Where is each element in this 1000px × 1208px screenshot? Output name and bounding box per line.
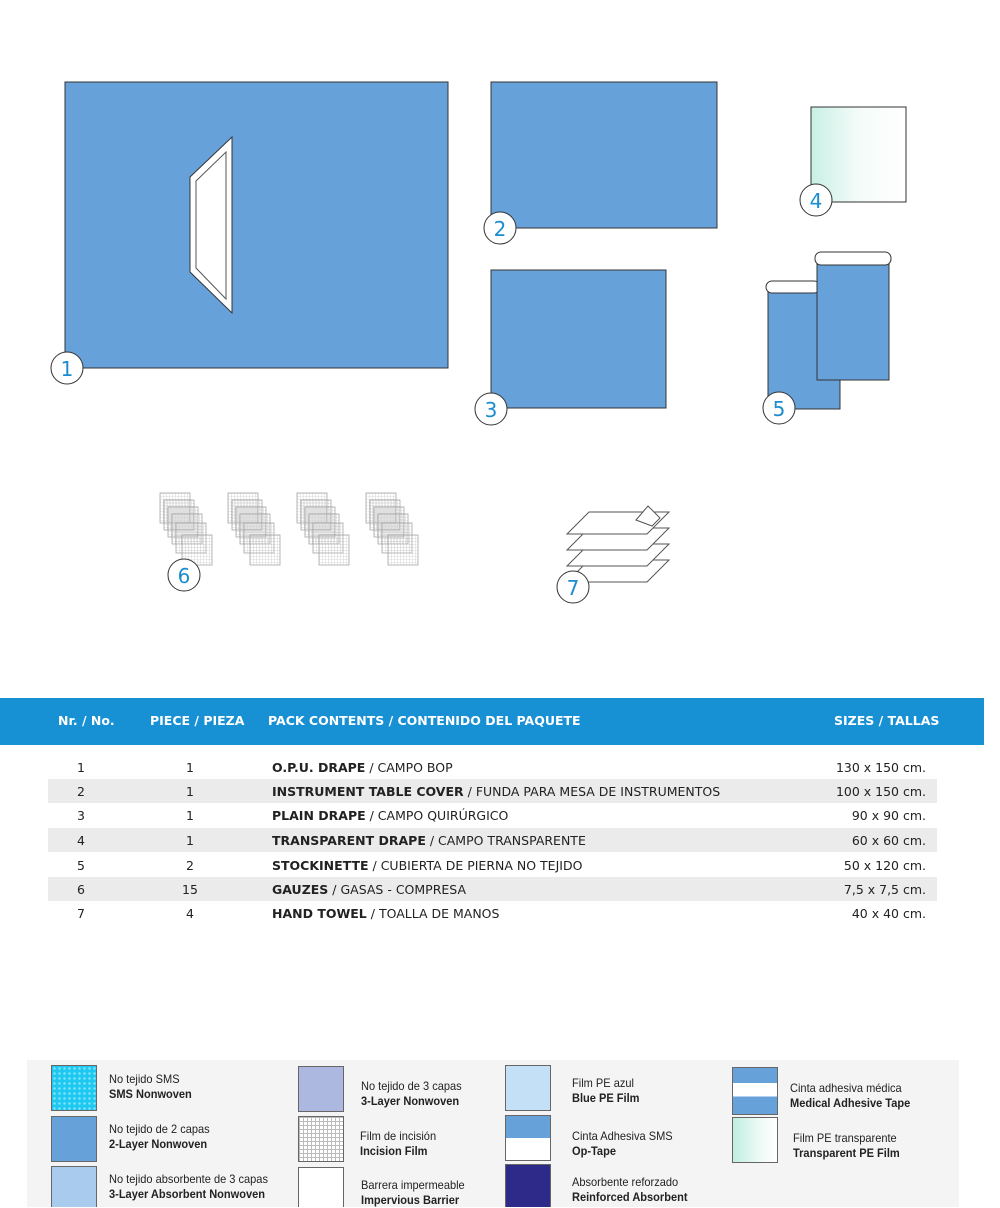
legend-item: Film PE transparente Transparent PE Film <box>793 1131 900 1160</box>
legend-item: Film de incisión Incision Film <box>360 1129 437 1158</box>
cell-size: 40 x 40 cm. <box>851 906 926 921</box>
table-row <box>48 901 937 925</box>
cell-contents: STOCKINETTE / CUBIERTA DE PIERNA NO TEJIDO <box>272 858 583 873</box>
impervious-barrier-swatch <box>298 1167 344 1207</box>
cell-size: 90 x 90 cm. <box>851 808 926 823</box>
header-contents: PACK CONTENTS / CONTENIDO DEL PAQUETE <box>268 713 581 728</box>
cell-size: 60 x 60 cm. <box>851 833 926 848</box>
legend-item: Barrera impermeable Impervious Barrier <box>361 1178 465 1207</box>
table-header <box>0 698 984 745</box>
legend-item: Absorbente reforzado Reinforced Absorbent <box>572 1175 688 1204</box>
table-row <box>48 853 937 877</box>
2-layer-nonwoven-swatch <box>51 1116 97 1162</box>
svg-text:6: 6 <box>177 564 191 588</box>
legend-item: Cinta adhesiva médica Medical Adhesive Tape <box>790 1081 911 1110</box>
legend-item: No tejido absorbente de 3 capas 3-Layer Absorbent Nonwoven <box>109 1172 268 1201</box>
cell-piece: 4 <box>186 906 194 921</box>
cell-size: 130 x 150 cm. <box>835 760 926 775</box>
svg-text:1: 1 <box>60 357 74 381</box>
cell-piece: 1 <box>186 833 194 848</box>
table-row <box>48 803 937 827</box>
legend-item: Film PE azul Blue PE Film <box>572 1076 640 1105</box>
callout-1 <box>51 352 83 384</box>
callout-7 <box>557 571 589 603</box>
table-row <box>48 755 937 779</box>
svg-text:3: 3 <box>484 398 498 422</box>
material-legend <box>27 1060 959 1207</box>
cell-nr: 2 <box>77 784 85 799</box>
sms-nonwoven-swatch <box>51 1065 97 1111</box>
table-row <box>48 877 937 901</box>
cell-piece: 2 <box>186 858 194 873</box>
cell-nr: 3 <box>77 808 85 823</box>
callout-5 <box>763 392 795 424</box>
cell-nr: 6 <box>77 882 85 897</box>
opu-drape <box>65 82 448 368</box>
hand-towels <box>567 506 669 582</box>
plain-drape <box>491 270 666 408</box>
legend-item: Cinta Adhesiva SMS Op-Tape <box>572 1129 673 1158</box>
cell-nr: 5 <box>77 858 85 873</box>
cell-size: 7,5 x 7,5 cm. <box>843 882 926 897</box>
transparent-pe-film-swatch <box>732 1117 778 1163</box>
cell-contents: PLAIN DRAPE / CAMPO QUIRÚRGICO <box>272 808 509 823</box>
table-row <box>48 779 937 803</box>
header-nr: Nr. / No. <box>58 713 115 728</box>
legend-item: No tejido de 3 capas 3-Layer Nonwoven <box>361 1079 462 1108</box>
reinforced-absorbent-swatch <box>505 1164 551 1207</box>
cell-piece: 15 <box>182 882 198 897</box>
cell-contents: INSTRUMENT TABLE COVER / FUNDA PARA MESA DE INSTRUMENTOS <box>272 784 721 799</box>
cell-piece: 1 <box>186 760 194 775</box>
cell-nr: 7 <box>77 906 85 921</box>
cell-nr: 1 <box>77 760 85 775</box>
cell-contents: TRANSPARENT DRAPE / CAMPO TRANSPARENTE <box>272 833 586 848</box>
medical-adhesive-tape-swatch <box>732 1067 778 1115</box>
svg-text:4: 4 <box>809 189 823 213</box>
table-row <box>48 828 937 852</box>
legend-item: No tejido SMS SMS Nonwoven <box>109 1072 192 1101</box>
op-tape-swatch <box>505 1115 551 1161</box>
cell-nr: 4 <box>77 833 85 848</box>
cell-contents: HAND TOWEL / TOALLA DE MANOS <box>272 906 500 921</box>
blue-pe-film-swatch <box>505 1065 551 1111</box>
callout-4 <box>800 184 832 216</box>
header-sizes: SIZES / TALLAS <box>834 713 940 728</box>
cell-contents: GAUZES / GASAS - COMPRESA <box>272 882 467 897</box>
cell-piece: 1 <box>186 808 194 823</box>
incision-film-swatch <box>298 1116 344 1162</box>
instrument-table-cover <box>491 82 717 228</box>
stockinettes <box>766 252 891 409</box>
callout-6 <box>168 559 200 591</box>
cell-size: 100 x 150 cm. <box>835 784 926 799</box>
callout-2 <box>484 212 516 244</box>
svg-text:2: 2 <box>493 217 507 241</box>
cell-size: 50 x 120 cm. <box>843 858 926 873</box>
legend-item: No tejido de 2 capas 2-Layer Nonwoven <box>109 1122 210 1151</box>
3-layer-nonwoven-swatch <box>298 1066 344 1112</box>
3-layer-absorbent-swatch <box>51 1166 97 1207</box>
svg-text:5: 5 <box>772 397 786 421</box>
cell-piece: 1 <box>186 784 194 799</box>
header-piece: PIECE / PIEZA <box>150 713 245 728</box>
gauzes <box>160 493 418 565</box>
svg-text:7: 7 <box>566 576 580 600</box>
callout-3 <box>475 393 507 425</box>
cell-contents: O.P.U. DRAPE / CAMPO BOP <box>272 760 453 775</box>
